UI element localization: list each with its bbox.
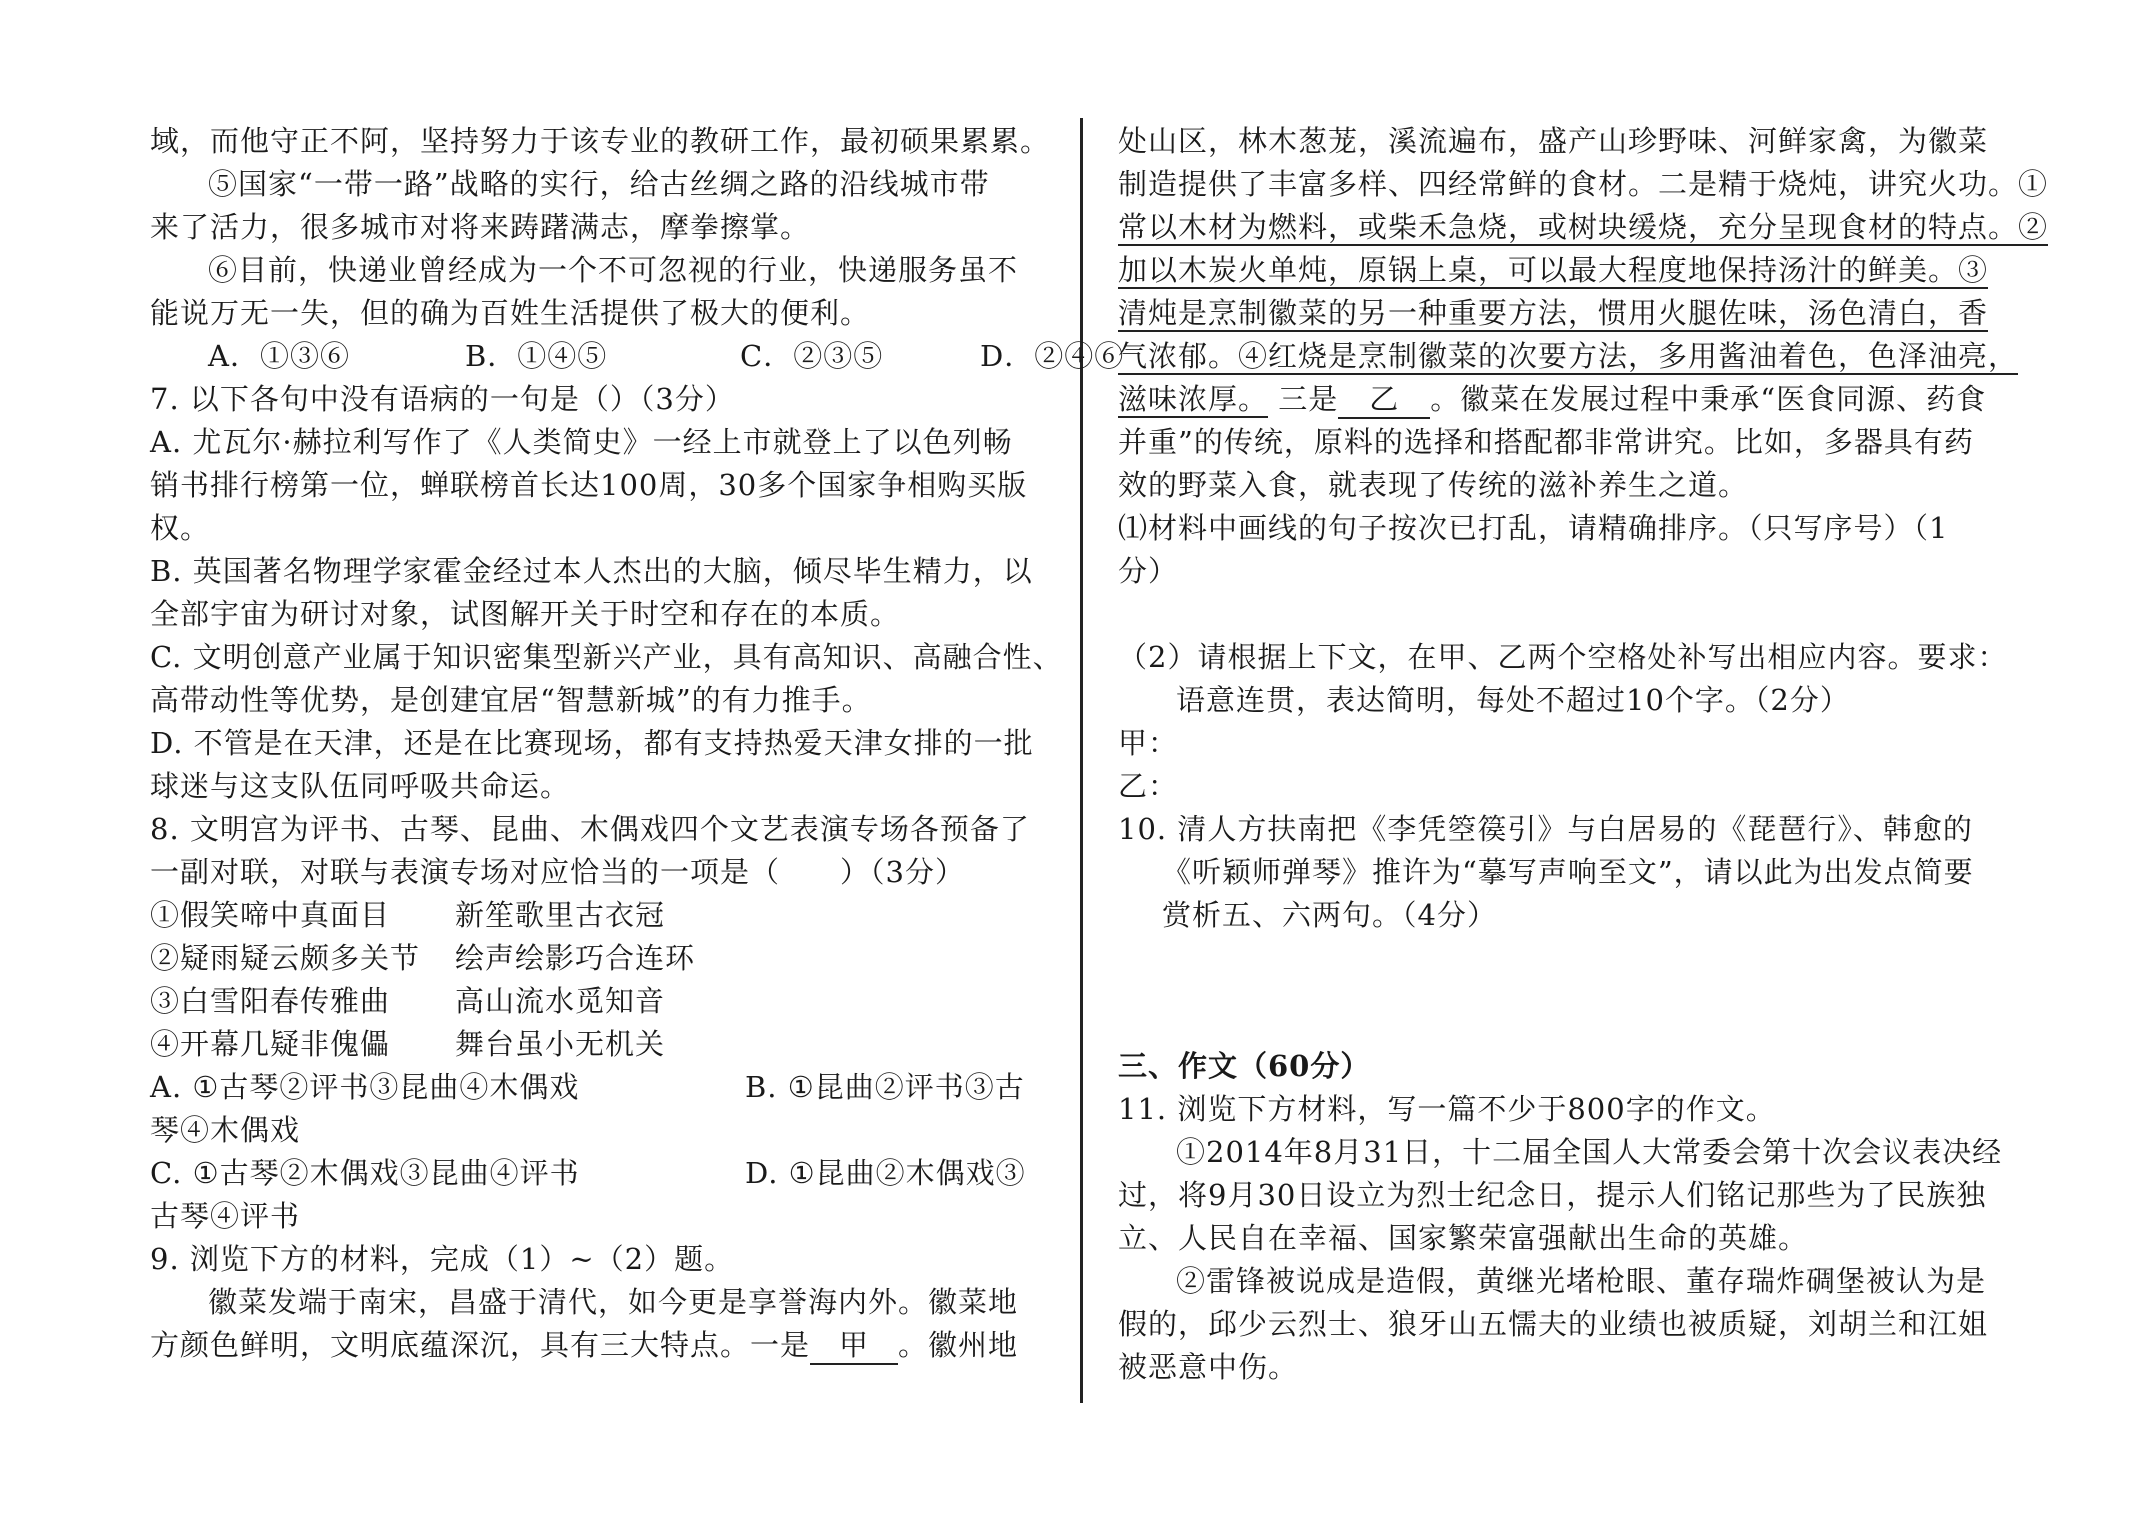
blank-jia[interactable]: 甲 bbox=[810, 1327, 898, 1365]
q10-line3: 赏析五、六两句。（4分） bbox=[1162, 898, 1497, 932]
material1-line3: 立、人民自在幸福、国家繁荣富强献出生命的英雄。 bbox=[1118, 1221, 1809, 1255]
q8-stem-line2: 一副对联，对联与表演专场对应恰当的一项是（ ）（3分） bbox=[150, 855, 965, 889]
underlined-sentence: 清炖是烹制徽菜的另一种重要方法，惯用火腿佐味，汤色清白，香 bbox=[1118, 296, 1989, 330]
q8-couplet-1 bbox=[150, 894, 1050, 937]
q8-options-cd bbox=[150, 1152, 1050, 1195]
q9-sub2-line1: （2）请根据上下文，在甲、乙两个空格处补写出相应内容。要求： bbox=[1118, 640, 2008, 674]
q8-options-ab bbox=[150, 1066, 1050, 1109]
passage-text: 。徽州地 bbox=[898, 1328, 1019, 1362]
q7-a-line3: 权。 bbox=[150, 511, 211, 545]
q8-couplet-2 bbox=[150, 937, 1050, 980]
q7-a-line2: 销书排行榜第一位，蝉联榜首长达100周，30多个国家争相购买版 bbox=[150, 468, 1028, 502]
q11-stem: 11. 浏览下方材料，写一篇不少于800字的作文。 bbox=[1118, 1092, 1776, 1126]
blank-yi[interactable]: 乙 bbox=[1338, 381, 1430, 419]
passage-line: 并重”的传统，原料的选择和搭配都非常讲究。比如，多器具有药 bbox=[1118, 425, 1974, 459]
q8-option-a: A. ①古琴②评书③昆曲④木偶戏 bbox=[150, 1070, 580, 1104]
answer-space[interactable] bbox=[1118, 980, 2030, 1023]
underlined-sentence: 常以木材为燃料，或柴禾急烧，或树块缓烧，充分呈现食材的特点。② bbox=[1118, 210, 2049, 244]
q9-passage-line2 bbox=[150, 1324, 1050, 1367]
q7-stem: 7. 以下各句中没有语病的一句是（）（3分） bbox=[150, 382, 735, 416]
left-column bbox=[150, 120, 1125, 1367]
q7-d-line2: 球迷与这支队伍同呼吸共命运。 bbox=[150, 769, 571, 803]
couplet-second-half: 舞台虽小无机关 bbox=[455, 1027, 666, 1061]
q6-option-d: D．②④⑥ bbox=[980, 339, 1125, 373]
underlined-sentence: 加以木炭火单炖，原锅上桌，可以最大程度地保持汤汁的鲜美。③ bbox=[1118, 253, 1989, 287]
couplet-first-half: ④开幕几疑非傀儡 bbox=[150, 1027, 391, 1061]
q6-item4-end: 域，而他守正不阿，坚持努力于该专业的教研工作，最初硕果累累。 bbox=[150, 124, 1051, 158]
q9-sub2-line2: 语意连贯，表达简明，每处不超过10个字。（2分） bbox=[1176, 683, 1850, 717]
q8-option-b-wrap: 琴④木偶戏 bbox=[150, 1113, 301, 1147]
answer-space[interactable] bbox=[1118, 593, 2030, 636]
q8-option-d: D. ①昆曲②木偶戏③ bbox=[745, 1156, 1026, 1190]
section-heading: 三、作文（60分） bbox=[1118, 1049, 1371, 1083]
passage-text: 三是 bbox=[1278, 382, 1339, 416]
q6-item6-line1: ⑥目前，快递业曾经成为一个不可忽视的行业，快递服务虽不 bbox=[208, 253, 1019, 287]
passage-text: 方颜色鲜明，文明底蕴深沉，具有三大特点。一是 bbox=[150, 1328, 811, 1362]
q6-option-b: B．①④⑤ bbox=[465, 339, 608, 373]
couplet-first-half: ③白雪阳春传雅曲 bbox=[150, 984, 391, 1018]
q8-option-b: B. ①昆曲②评书③古 bbox=[745, 1070, 1025, 1104]
material2-line3: 被恶意中伤。 bbox=[1118, 1350, 1299, 1384]
material1-line2: 过，将9月30日设立为烈士纪念日，提示人们铭记那些为了民族独 bbox=[1118, 1178, 1987, 1212]
passage-line bbox=[1118, 378, 2030, 421]
material1-line1: ①2014年8月31日，十二届全国人大常委会第十次会议表决经 bbox=[1176, 1135, 2003, 1169]
q6-item5-line2: 来了活力，很多城市对将来踌躇满志，摩拳擦掌。 bbox=[150, 210, 811, 244]
q8-option-d-wrap: 古琴④评书 bbox=[150, 1199, 301, 1233]
answer-space[interactable] bbox=[1118, 937, 2030, 980]
q6-option-a: A．①③⑥ bbox=[208, 339, 350, 373]
q10-line1: 10. 清人方扶南把《李凭箜篌引》与白居易的《琵琶行》、韩愈的 bbox=[1118, 812, 1973, 846]
q9-sub1-line2: 分） bbox=[1118, 554, 1179, 588]
q9-passage-line1: 徽菜发端于南宋，昌盛于清代，如今更是享誉海内外。徽菜地 bbox=[208, 1285, 1019, 1319]
q7-c-line1: C. 文明创意产业属于知识密集型新兴产业，具有高知识、高融合性、 bbox=[150, 640, 1063, 674]
passage-line: 处山区，林木葱茏，溪流遍布，盛产山珍野味、河鲜家禽，为徽菜 bbox=[1118, 124, 1989, 158]
passage-text: 。徽菜在发展过程中秉承“医食同源、药食 bbox=[1430, 382, 1987, 416]
q8-couplet-4 bbox=[150, 1023, 1050, 1066]
q6-item6-line2: 能说万无一失，但的确为百姓生活提供了极大的便利。 bbox=[150, 296, 871, 330]
underlined-sentence: 气浓郁。④红烧是烹制徽菜的次要方法，多用酱油着色，色泽油亮， bbox=[1118, 339, 2019, 373]
q7-c-line2: 高带动性等优势，是创建宜居“智慧新城”的有力推手。 bbox=[150, 683, 872, 717]
q8-stem-line1: 8. 文明宫为评书、古琴、昆曲、木偶戏四个文艺表演专场各预备了 bbox=[150, 812, 1030, 846]
passage-line: 制造提供了丰富多样、四经常鲜的食材。二是精于烧炖，讲究火功。① bbox=[1118, 167, 2049, 201]
column-divider bbox=[1080, 118, 1083, 1403]
passage-line: 效的野菜入食，就表现了传统的滋补养生之道。 bbox=[1118, 468, 1749, 502]
underlined-sentence: 滋味浓厚。 bbox=[1118, 382, 1269, 416]
material2-line2: 假的，邱少云烈士、狼牙山五懦夫的业绩也被质疑，刘胡兰和江姐 bbox=[1118, 1307, 1989, 1341]
q9-stem: 9. 浏览下方的材料，完成（1）~（2）题。 bbox=[150, 1242, 735, 1276]
right-column bbox=[1118, 120, 2049, 1389]
couplet-first-half: ①假笑啼中真面目 bbox=[150, 898, 391, 932]
q6-options bbox=[150, 335, 1125, 378]
q10-line2: 《听颖师弹琴》推许为“摹写声响至文”，请以此为出发点简要 bbox=[1162, 855, 1974, 889]
q7-b-line2: 全部宇宙为研讨对象，试图解开关于时空和存在的本质。 bbox=[150, 597, 901, 631]
couplet-first-half: ②疑雨疑云颇多关节 bbox=[150, 941, 421, 975]
q6-item5-line1: ⑤国家“一带一路”战略的实行，给古丝绸之路的沿线城市带 bbox=[208, 167, 990, 201]
couplet-second-half: 高山流水觅知音 bbox=[455, 984, 666, 1018]
q8-option-c: C. ①古琴②木偶戏③昆曲④评书 bbox=[150, 1156, 580, 1190]
q9-sub1-line1: ⑴材料中画线的句子按次已打乱，请精确排序。（只写序号）（1 bbox=[1118, 511, 1949, 545]
couplet-second-half: 新笙歌里古衣冠 bbox=[455, 898, 666, 932]
answer-yi-label[interactable]: 乙： bbox=[1118, 769, 1179, 803]
q8-couplet-3 bbox=[150, 980, 1050, 1023]
answer-jia-label[interactable]: 甲： bbox=[1118, 726, 1179, 760]
q6-option-c: C．②③⑤ bbox=[740, 339, 884, 373]
material2-line1: ②雷锋被说成是造假，黄继光堵枪眼、董存瑞炸碉堡被认为是 bbox=[1176, 1264, 1987, 1298]
q7-b-line1: B. 英国著名物理学家霍金经过本人杰出的大脑，倾尽毕生精力，以 bbox=[150, 554, 1033, 588]
q7-a-line1: A. 尤瓦尔·赫拉利写作了《人类简史》一经上市就登上了以色列畅 bbox=[150, 425, 1013, 459]
answer-space bbox=[1118, 1023, 2030, 1045]
couplet-second-half: 绘声绘影巧合连环 bbox=[455, 941, 696, 975]
q7-d-line1: D. 不管是在天津，还是在比赛现场，都有支持热爱天津女排的一批 bbox=[150, 726, 1034, 760]
